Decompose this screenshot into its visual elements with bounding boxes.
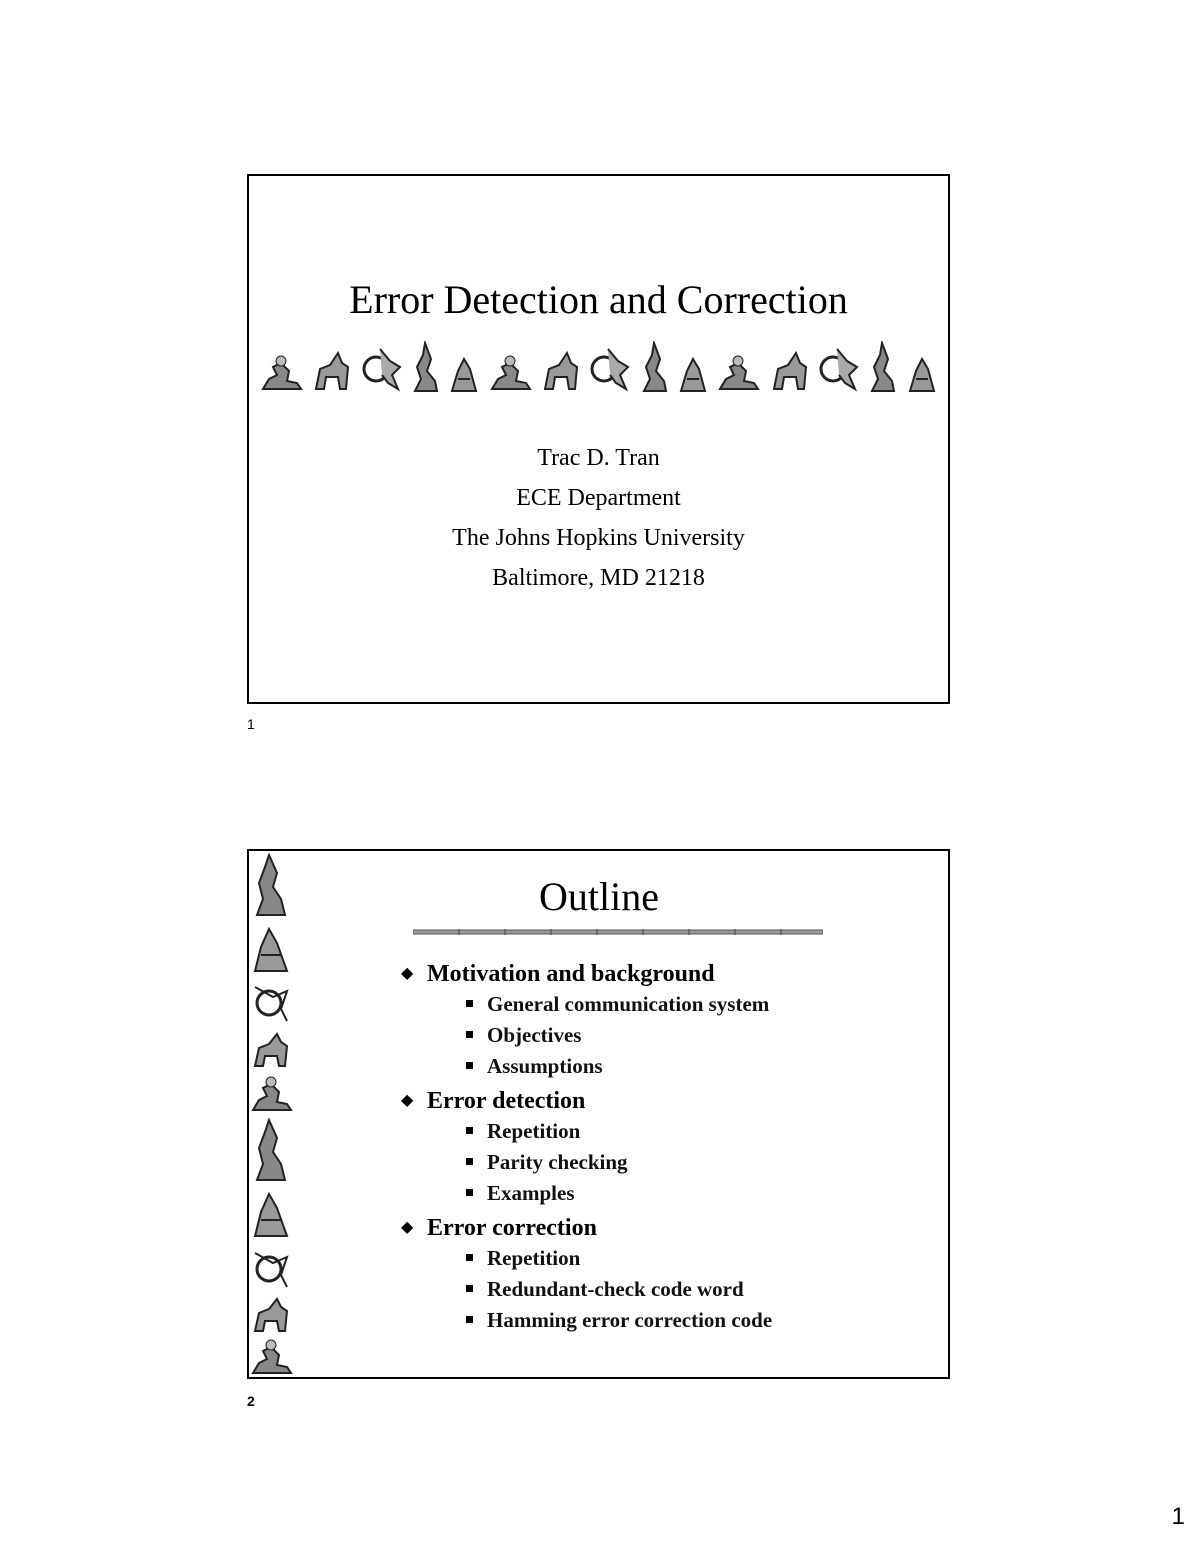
outline-list — [399, 955, 919, 1336]
outline-item: General communication system — [427, 989, 919, 1020]
decorative-figure-border — [259, 341, 938, 393]
outline-item: Repetition — [427, 1116, 919, 1147]
outline-section-heading: Error detection — [427, 1088, 586, 1114]
outline-item: Examples — [427, 1178, 919, 1209]
figure-icon — [906, 353, 938, 393]
figure-icon — [251, 1188, 291, 1240]
slide-2-number: 2 — [247, 1393, 255, 1409]
outline-item: Parity checking — [427, 1147, 919, 1178]
square-bullet-icon — [466, 1189, 473, 1196]
page-number: 1 — [1171, 1503, 1185, 1530]
outline-section-heading: Error correction — [427, 1215, 597, 1241]
figure-icon — [251, 979, 291, 1025]
figure-icon — [640, 341, 670, 393]
figure-icon — [312, 349, 352, 393]
outline-item: Repetition — [427, 1243, 919, 1274]
diamond-bullet-icon: ◆ — [401, 1219, 414, 1236]
square-bullet-icon — [466, 1031, 473, 1038]
square-bullet-icon — [466, 1158, 473, 1165]
outline-section — [399, 1086, 919, 1209]
figure-icon — [251, 853, 291, 919]
title-underline-divider — [413, 929, 823, 935]
outline-item: Objectives — [427, 1020, 919, 1051]
slide-2-title: Outline — [539, 874, 659, 919]
figure-icon — [411, 341, 441, 393]
slide-1-number: 1 — [247, 716, 255, 732]
square-bullet-icon — [466, 1000, 473, 1007]
outline-section — [399, 959, 919, 1082]
slide-1 — [247, 174, 950, 704]
diamond-bullet-icon: ◆ — [401, 1092, 414, 1109]
author-name: Trac D. Tran — [537, 445, 660, 471]
square-bullet-icon — [466, 1316, 473, 1323]
author-university: The Johns Hopkins University — [452, 525, 745, 551]
figure-icon — [677, 353, 709, 393]
outline-item: Assumptions — [427, 1051, 919, 1082]
figure-icon — [251, 1074, 295, 1114]
decorative-figure-column — [251, 851, 295, 1377]
figure-icon — [488, 349, 534, 393]
figure-icon — [251, 1295, 291, 1335]
square-bullet-icon — [466, 1062, 473, 1069]
outline-section — [399, 1213, 919, 1336]
figure-icon — [251, 1245, 291, 1291]
figure-icon — [448, 353, 480, 393]
figure-icon — [868, 341, 898, 393]
figure-icon — [251, 1030, 291, 1070]
author-info — [249, 438, 948, 598]
figure-icon — [251, 1118, 291, 1184]
slide-2 — [247, 849, 950, 1379]
figure-icon — [716, 349, 762, 393]
outline-section-heading: Motivation and background — [427, 961, 715, 987]
figure-icon — [251, 923, 291, 975]
figure-icon — [360, 345, 404, 393]
slide-1-title: Error Detection and Correction — [349, 277, 848, 322]
outline-item: Hamming error correction code — [427, 1305, 919, 1336]
author-department: ECE Department — [516, 485, 681, 511]
figure-icon — [588, 345, 632, 393]
square-bullet-icon — [466, 1285, 473, 1292]
figure-icon — [770, 349, 810, 393]
square-bullet-icon — [466, 1127, 473, 1134]
square-bullet-icon — [466, 1254, 473, 1261]
diamond-bullet-icon: ◆ — [401, 965, 414, 982]
figure-icon — [541, 349, 581, 393]
author-location: Baltimore, MD 21218 — [492, 565, 705, 591]
figure-icon — [259, 349, 305, 393]
outline-item: Redundant-check code word — [427, 1274, 919, 1305]
figure-icon — [251, 1339, 295, 1375]
figure-icon — [817, 345, 861, 393]
